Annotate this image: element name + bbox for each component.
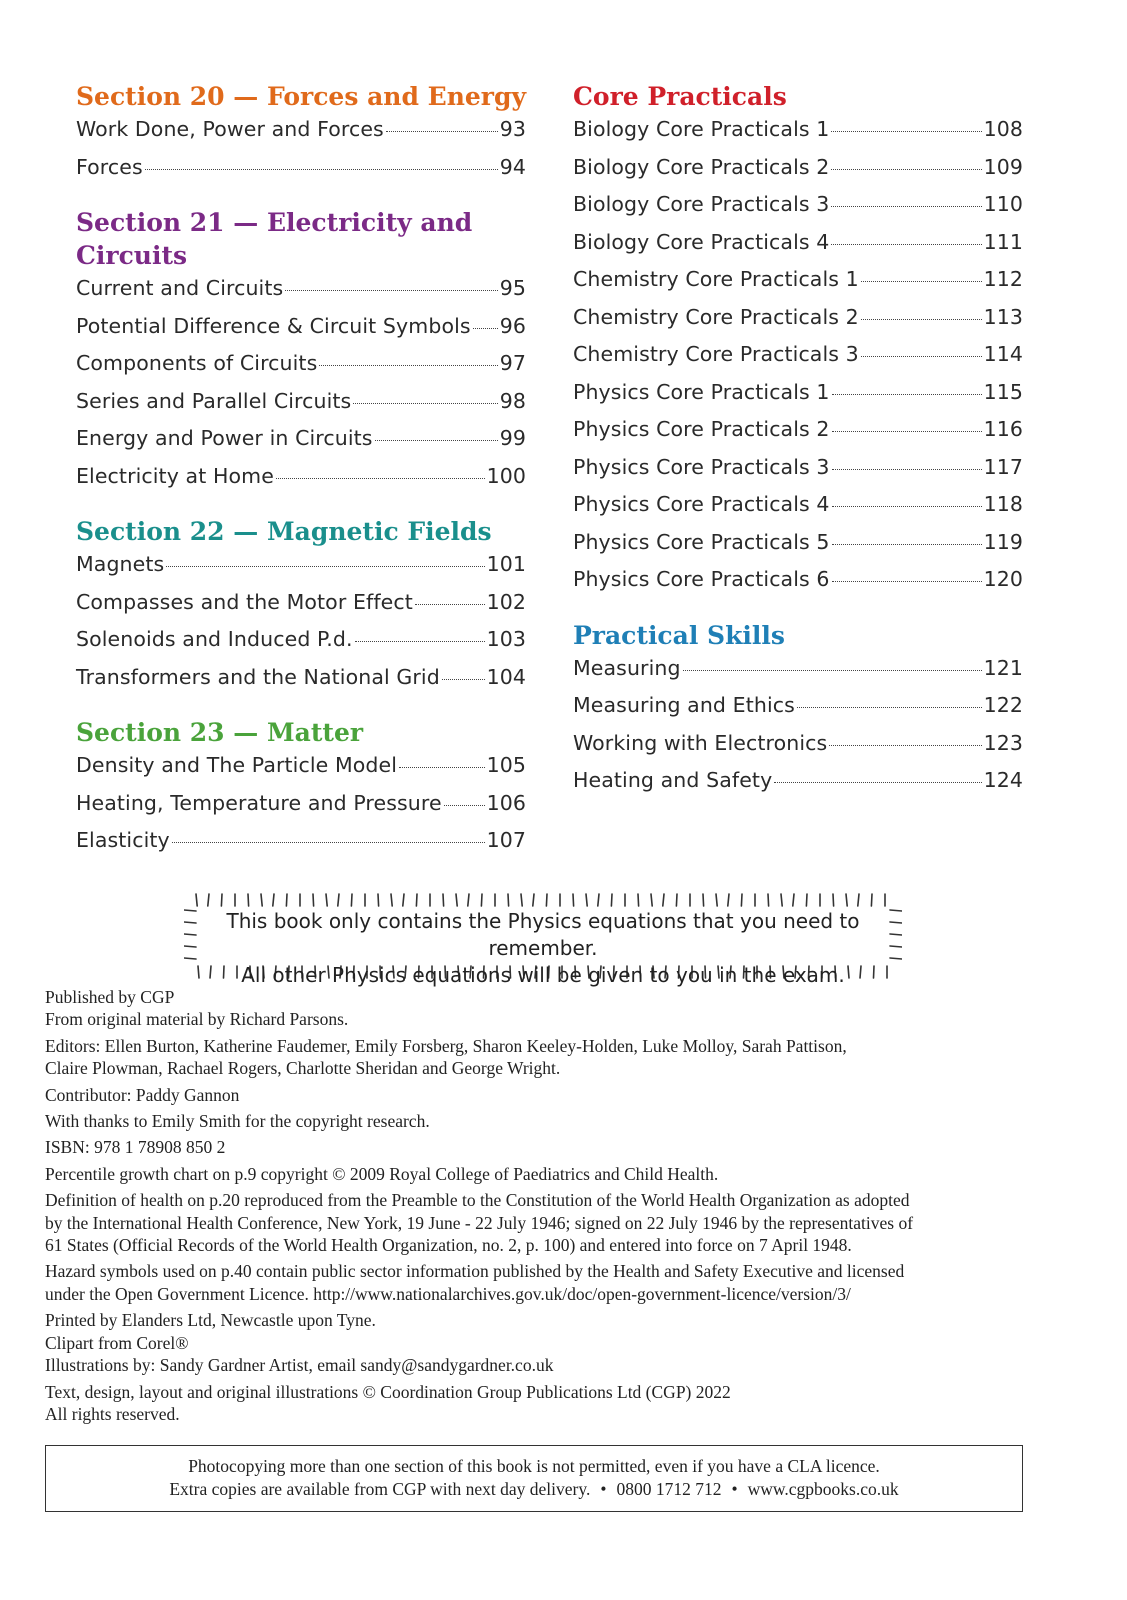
hatch-top [508,894,509,906]
entry-page: 110 [983,192,1023,216]
contents-left-column [76,80,526,880]
entry-page: 109 [983,154,1023,179]
dot-leader [355,641,485,642]
bullet-icon: • [600,1479,607,1499]
entry-page: 114 [983,342,1023,366]
entry-page: 99 [499,426,526,450]
note-line-2: All other Physics equations will be given to you in the exam. [241,963,845,987]
hatch-top [208,894,209,906]
entry-title: Physics Core Practicals 2 [573,417,830,441]
toc-entry[interactable] [76,828,526,866]
entry-title: Chemistry Core Practicals 2 [573,304,859,329]
website-link[interactable]: www.cgpbooks.co.uk [747,1479,899,1499]
dot-leader [861,356,982,357]
toc-entry[interactable] [573,768,1023,806]
hatch-top [638,894,639,906]
toc-entry[interactable] [573,567,1023,605]
toc-entry[interactable] [76,276,526,314]
toc-entry[interactable] [76,117,526,155]
definition-line-2: by the International Health Conference, New York, 19 June - 22 July 1946; signed on 22 July 1946 by the representatives of [45,1212,914,1233]
toc-entry[interactable] [573,117,1023,155]
entry-page: 113 [983,304,1023,329]
hatch-top [716,894,717,906]
entry-title: Density and The Particle Model [76,753,397,777]
equations-note [184,892,902,987]
editors-line-2: Claire Plowman, Rachael Rogers, Charlotte Sheridan and George Wright. [45,1058,561,1079]
hatch-top [416,894,417,906]
section-title: Practical Skills [573,620,785,650]
hatch-top [338,894,339,906]
dot-leader [375,440,498,441]
section-title: Section 23 — Matter [76,718,364,747]
hatch-top [533,894,534,906]
hatch-top [768,894,769,906]
illustrations: Illustrations by: Sandy Gardner Artist, email sandy@sandygardner.co.uk [45,1355,554,1376]
dot-leader [832,469,982,470]
published-by: Published by CGP [45,987,175,1007]
entry-title: Chemistry Core Practicals 1 [573,267,859,291]
entry-title: Compasses and the Motor Effect [76,589,413,614]
toc-entry[interactable] [573,192,1023,230]
toc-entry[interactable] [76,389,526,427]
hatch-top [248,894,249,906]
hatch-top [651,894,652,906]
entry-page: 122 [983,693,1023,717]
hatch-top [286,894,287,906]
entry-title: Physics Core Practicals 3 [573,454,830,479]
entry-page: 118 [983,492,1023,516]
contributor: Contributor: Paddy Gannon [45,1084,240,1105]
toc-entry[interactable] [573,230,1023,268]
hatch-top [443,894,444,906]
toc-entry[interactable] [76,627,526,665]
dot-leader [774,782,981,783]
toc-entry[interactable] [573,155,1023,193]
section-title: Section 21 — Electricity and Circuits [76,208,473,270]
toc-entry[interactable] [76,590,526,628]
photocopy-notice-box [45,1445,1023,1512]
hazard-line-1: Hazard symbols used on p.40 contain public sector information published by the Health and Safety Executive and licensed [45,1261,905,1282]
hatch-top [806,894,807,906]
toc-entry[interactable] [573,492,1023,530]
toc-entry[interactable] [76,791,526,829]
order-info [46,1478,1022,1501]
toc-entry[interactable] [76,552,526,590]
entry-title: Transformers and the National Grid [76,664,440,689]
dot-leader [399,767,485,768]
hatch-top [741,894,742,906]
dot-leader [276,478,485,479]
hatch-top [573,894,574,906]
toc-entry[interactable] [573,417,1023,455]
dot-leader [145,169,498,170]
hatch-top [326,894,327,906]
extra-copies: Extra copies are available from CGP with next day delivery. [169,1479,591,1499]
toc-entry[interactable] [573,380,1023,418]
entry-title: Potential Difference & Circuit Symbols [76,313,471,338]
hatch-top [313,894,314,906]
hazard-line-2: under the Open Government Licence. http://www.nationalarchives.gov.uk/doc/open-government-licence/version/3/ [45,1283,851,1304]
dot-leader [415,604,485,605]
dot-leader [319,365,497,366]
dot-leader [353,403,497,404]
original-material: From original material by Richard Parsons. [45,1009,349,1030]
toc-entry[interactable] [573,305,1023,343]
toc-entry[interactable] [76,351,526,389]
dot-leader [861,281,982,282]
toc-entry[interactable] [76,753,526,791]
toc-entry[interactable] [573,342,1023,380]
section-23 [76,716,526,866]
entry-title: Forces [76,154,143,179]
entry-page: 123 [983,730,1023,755]
entry-title: Heating, Temperature and Pressure [76,790,442,815]
entry-page: 101 [486,552,526,576]
section-title: Section 20 — Forces and Energy [76,82,526,111]
hatch-top [403,894,404,906]
photocopy-notice: Photocopying more than one section of this book is not permitted, even if you have a CLA licence. [188,1456,880,1476]
entry-page: 124 [983,768,1023,792]
dot-leader [797,707,982,708]
thanks: With thanks to Emily Smith for the copyright research. [45,1111,430,1132]
entry-page: 94 [499,154,526,179]
hatch-top [221,894,222,906]
contents-right-column [573,80,1023,820]
entry-page: 107 [486,828,526,852]
entry-title: Current and Circuits [76,276,284,300]
dot-leader [831,206,981,207]
hatch-top [521,894,522,906]
rights-reserved: All rights reserved. [45,1403,180,1424]
publication-credits [45,986,1025,1425]
entry-title: Measuring and Ethics [573,693,795,717]
hatch-top [663,894,664,906]
hatch-top [703,894,704,906]
dot-leader [829,745,981,746]
dot-leader [285,290,497,291]
toc-entry[interactable] [76,314,526,352]
entry-title: Biology Core Practicals 3 [573,192,830,216]
dot-leader [444,805,485,806]
toc-entry[interactable] [76,426,526,464]
entry-title: Working with Electronics [573,730,828,755]
dot-leader [832,506,982,507]
toc-entry[interactable] [76,665,526,703]
definition-line-1: Definition of health on p.20 reproduced from the Preamble to the Constitution of the World Health Organization as adopted [45,1190,910,1211]
section-title: Core Practicals [573,82,787,111]
dot-leader [166,566,484,567]
hatch-top [456,894,457,906]
dot-leader [861,319,982,320]
entry-title: Biology Core Practicals 1 [573,117,830,141]
entry-title: Energy and Power in Circuits [76,426,373,450]
phone-number: 0800 1712 712 [616,1479,722,1499]
toc-entry[interactable] [573,455,1023,493]
entry-page: 119 [983,529,1023,554]
entry-title: Physics Core Practicals 1 [573,379,830,404]
entry-page: 98 [499,388,526,413]
dot-leader [386,131,498,132]
dot-leader [832,581,982,582]
entry-page: 100 [486,463,526,488]
hatch-top [196,894,197,906]
isbn: ISBN: 978 1 78908 850 2 [45,1137,226,1158]
entry-page: 102 [486,589,526,614]
entry-title: Heating and Safety [573,768,773,792]
percentile-copyright: Percentile growth chart on p.9 copyright © 2009 Royal College of Paediatrics and Child Health. [45,1163,719,1184]
entry-page: 103 [486,627,526,651]
toc-entry[interactable] [573,267,1023,305]
copyright: Text, design, layout and original illustrations © Coordination Group Publications Ltd (CGP) 2022 [45,1381,731,1402]
entry-page: 112 [983,267,1023,291]
dot-leader [832,394,982,395]
entry-page: 120 [983,567,1023,591]
entry-title: Physics Core Practicals 6 [573,567,830,591]
entry-page: 104 [486,664,526,689]
hatch-top [261,894,262,906]
hatch-top [781,894,782,906]
dot-leader [832,544,982,545]
entry-title: Biology Core Practicals 2 [573,154,830,179]
entry-title: Chemistry Core Practicals 3 [573,342,859,366]
entry-page: 106 [486,790,526,815]
dot-leader [442,679,485,680]
toc-entry[interactable] [76,464,526,502]
entry-page: 108 [983,117,1023,141]
entry-page: 116 [983,417,1023,441]
hatch-top [273,894,274,906]
hatch-top [833,894,834,906]
printed-by: Printed by Elanders Ltd, Newcastle upon Tyne. [45,1310,376,1331]
entry-page: 121 [983,655,1023,680]
toc-entry[interactable] [573,693,1023,731]
entry-title: Magnets [76,552,165,576]
dot-leader [831,244,981,245]
entry-title: Solenoids and Induced P.d. [76,627,353,651]
hatch-top [676,894,677,906]
note-line-1: This book only contains the Physics equations that you need to remember. [226,909,860,960]
section-21 [76,206,526,501]
entry-title: Elasticity [76,828,170,852]
entry-title: Electricity at Home [76,463,274,488]
hatch-top [481,894,482,906]
section-20 [76,80,526,192]
clipart: Clipart from Corel® [45,1332,189,1353]
entry-page: 117 [983,454,1023,479]
editors-line-1: Editors: Ellen Burton, Katherine Faudemer, Emily Forsberg, Sharon Keeley-Holden, Luke Molloy, Sarah Pattison, [45,1035,847,1056]
entry-title: Physics Core Practicals 4 [573,492,830,516]
dot-leader [172,842,485,843]
hatch-top [586,894,587,906]
section-22 [76,515,526,702]
hatch-top [351,894,352,906]
entry-page: 111 [983,229,1023,254]
toc-entry[interactable] [573,731,1023,769]
entry-title: Physics Core Practicals 5 [573,529,830,554]
dot-leader [683,670,982,671]
entry-page: 96 [499,313,526,338]
dot-leader [831,169,981,170]
entry-page: 97 [499,351,526,375]
entry-title: Components of Circuits [76,351,318,375]
bullet-icon: • [731,1479,738,1499]
entry-page: 115 [983,379,1023,404]
dot-leader [831,131,981,132]
hatch-top [468,894,469,906]
toc-entry[interactable] [573,656,1023,694]
dot-leader [473,328,498,329]
hatch-top [598,894,599,906]
hatch-top [858,894,859,906]
section-practical-skills [573,619,1023,806]
entry-title: Series and Parallel Circuits [76,388,352,413]
hatch-top [546,894,547,906]
toc-entry[interactable] [76,155,526,193]
hatch-top [611,894,612,906]
hatch-top [378,894,379,906]
hatch-top [728,894,729,906]
note-text [184,908,902,989]
entry-page: 93 [499,117,526,141]
entry-page: 95 [499,276,526,300]
hatch-top [793,894,794,906]
section-title: Section 22 — Magnetic Fields [76,517,492,546]
entry-title: Biology Core Practicals 4 [573,229,830,254]
hatch-top [871,894,872,906]
entry-title: Measuring [573,655,681,680]
section-core-practicals [573,80,1023,605]
entry-title: Work Done, Power and Forces [76,117,384,141]
hatch-top [391,894,392,906]
definition-line-3: 61 States (Official Records of the World Health Organization, no. 2, p. 100) and entered into force on 7 April 1948. [45,1235,852,1256]
entry-page: 105 [486,753,526,777]
hatch-top [846,894,847,906]
toc-entry[interactable] [573,530,1023,568]
dot-leader [832,431,982,432]
